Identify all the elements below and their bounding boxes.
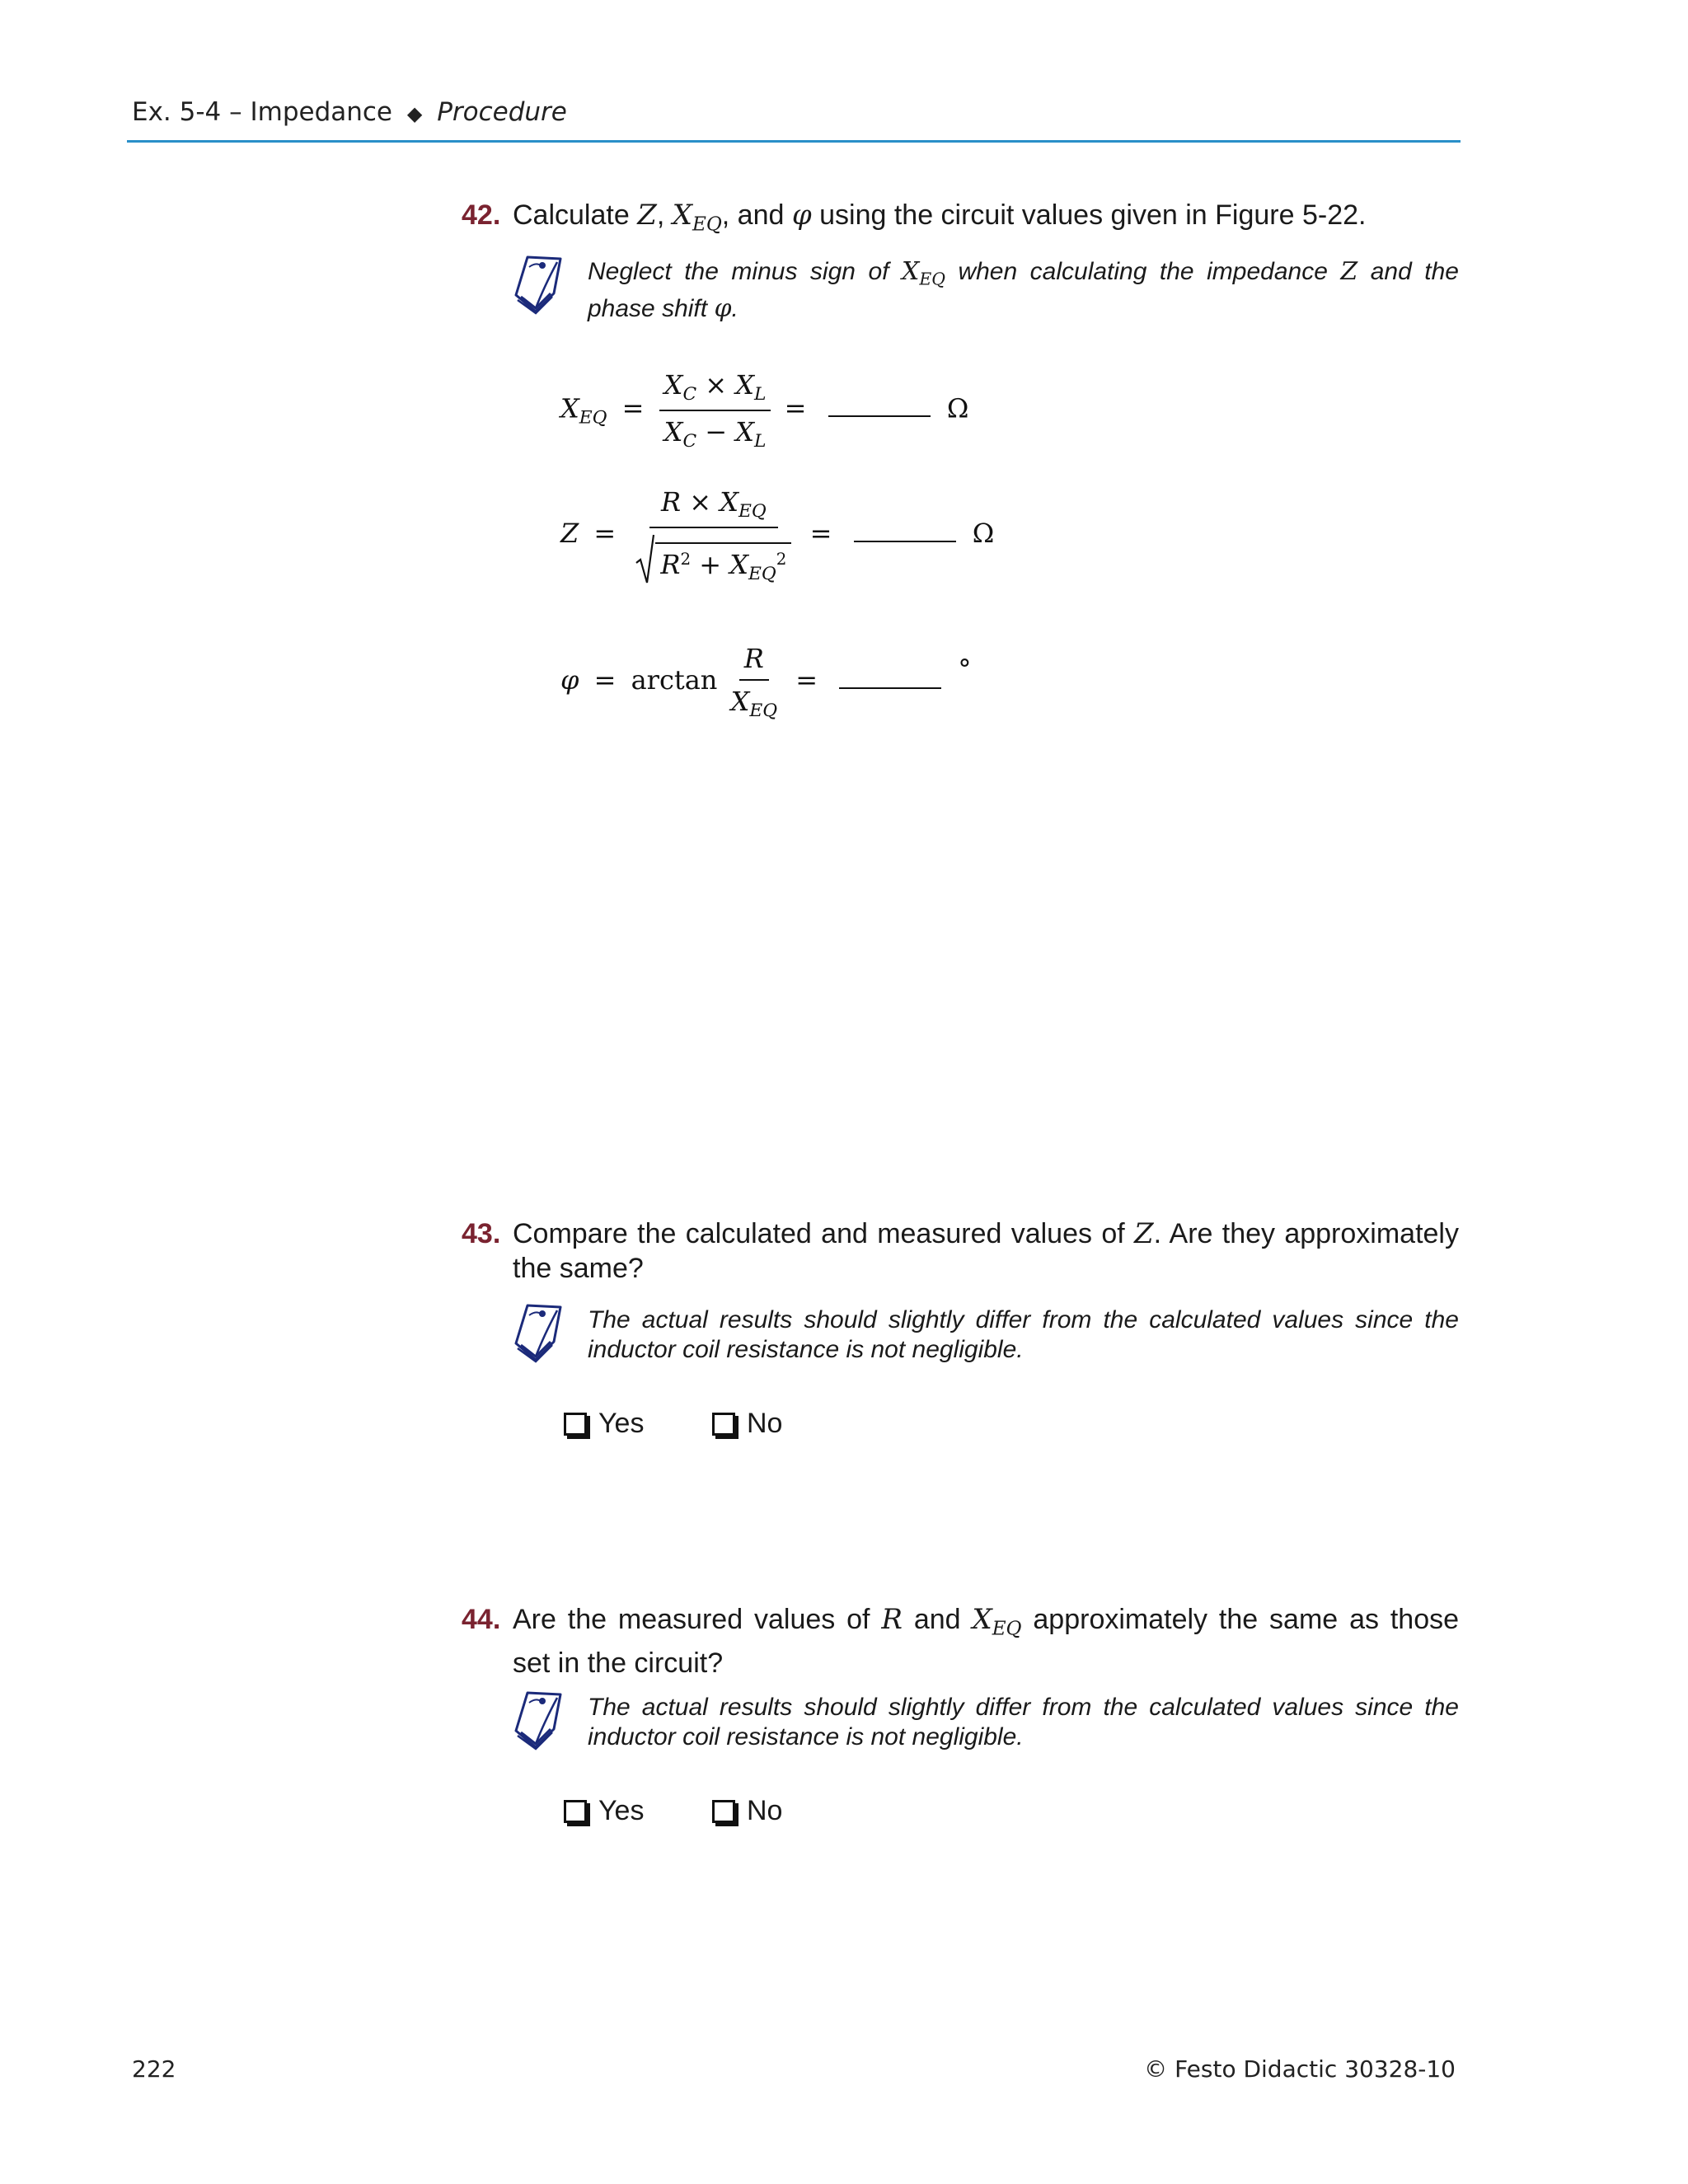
choice-no-44[interactable] <box>712 1795 782 1827</box>
step-42 <box>462 198 1459 241</box>
checkbox-icon[interactable] <box>564 1413 587 1436</box>
page-header <box>132 97 567 127</box>
fraction-xeq: $\frac{X_C \times X_L}{X_C - X_L}$ <box>659 369 771 452</box>
choice-label: Yes <box>598 1795 645 1826</box>
unit-degree: ° <box>958 654 972 686</box>
fraction-z: $\frac{R \times X_{EQ}}{R^2 + X_{EQ}^2}$ <box>631 486 796 584</box>
checkbox-icon[interactable] <box>712 1413 735 1436</box>
fraction-phi: $\frac{R}{X_{EQ}}$ <box>730 643 778 721</box>
step-text: Calculate Z, $X_{EQ}$, and φ using the circuit values given in Figure 5-22. <box>513 199 1367 236</box>
step-text: Are the measured values of R and $X_{EQ}$ approximately the same as those set in the circuit? <box>513 1603 1460 1680</box>
header-rule <box>127 140 1461 143</box>
step-number: 44. <box>462 1604 501 1635</box>
note-43 <box>511 1305 1459 1365</box>
unit-ohm: Ω <box>946 392 969 424</box>
choice-label: No <box>747 1408 783 1439</box>
checkbox-icon[interactable] <box>564 1800 587 1823</box>
checkbox-icon[interactable] <box>712 1800 735 1823</box>
copyright: © Festo Didactic 30328-10 <box>1144 2055 1456 2083</box>
equation-z: Z = $\frac{R \times X_{EQ}}{R^2 + X_{EQ}^2}$ = Ω <box>560 486 995 584</box>
note-pad-icon <box>511 1690 565 1750</box>
step-43 <box>462 1216 1459 1286</box>
note-text: Neglect the minus sign of $X_{EQ}$ when calculating the impedance Z and the phase shift φ. <box>588 257 1459 323</box>
note-pad-icon <box>511 1302 565 1363</box>
header-title: Ex. 5-4 – Impedance <box>132 97 393 127</box>
choice-label: No <box>747 1795 783 1826</box>
choice-yes-44[interactable] <box>564 1795 644 1827</box>
answer-blank-z[interactable] <box>854 516 956 542</box>
step-text: Compare the calculated and measured values of Z. Are they approximately the same? <box>513 1217 1459 1284</box>
choice-yes-43[interactable] <box>564 1408 644 1440</box>
answer-blank-phi[interactable] <box>839 663 941 689</box>
choice-label: Yes <box>598 1408 645 1439</box>
note-text: The actual results should slightly differ from the calculated values since the inductor coil resistance is not negligible. <box>588 1306 1459 1363</box>
equation-phi: φ = arctan $\frac{R}{X_{EQ}}$ = ° <box>560 643 972 721</box>
step-44 <box>462 1602 1459 1680</box>
sqrt-sign-icon <box>635 533 655 584</box>
step-number: 42. <box>462 199 501 231</box>
header-section: Procedure <box>437 97 567 127</box>
note-text: The actual results should slightly differ from the calculated values since the inductor coil resistance is not negligible. <box>588 1694 1459 1750</box>
unit-ohm: Ω <box>972 517 995 549</box>
page-number: 222 <box>132 2055 176 2083</box>
note-44 <box>511 1693 1459 1752</box>
note-pad-icon <box>511 254 565 315</box>
answer-blank-xeq[interactable] <box>828 391 931 417</box>
step-number: 43. <box>462 1218 501 1249</box>
choice-no-43[interactable] <box>712 1408 782 1440</box>
header-separator: ◆ <box>406 102 423 125</box>
equation-xeq: $X_{EQ}$ = $\frac{X_C \times X_L}{X_C - X_L}$ = Ω <box>560 369 969 452</box>
note-42 <box>511 257 1459 324</box>
